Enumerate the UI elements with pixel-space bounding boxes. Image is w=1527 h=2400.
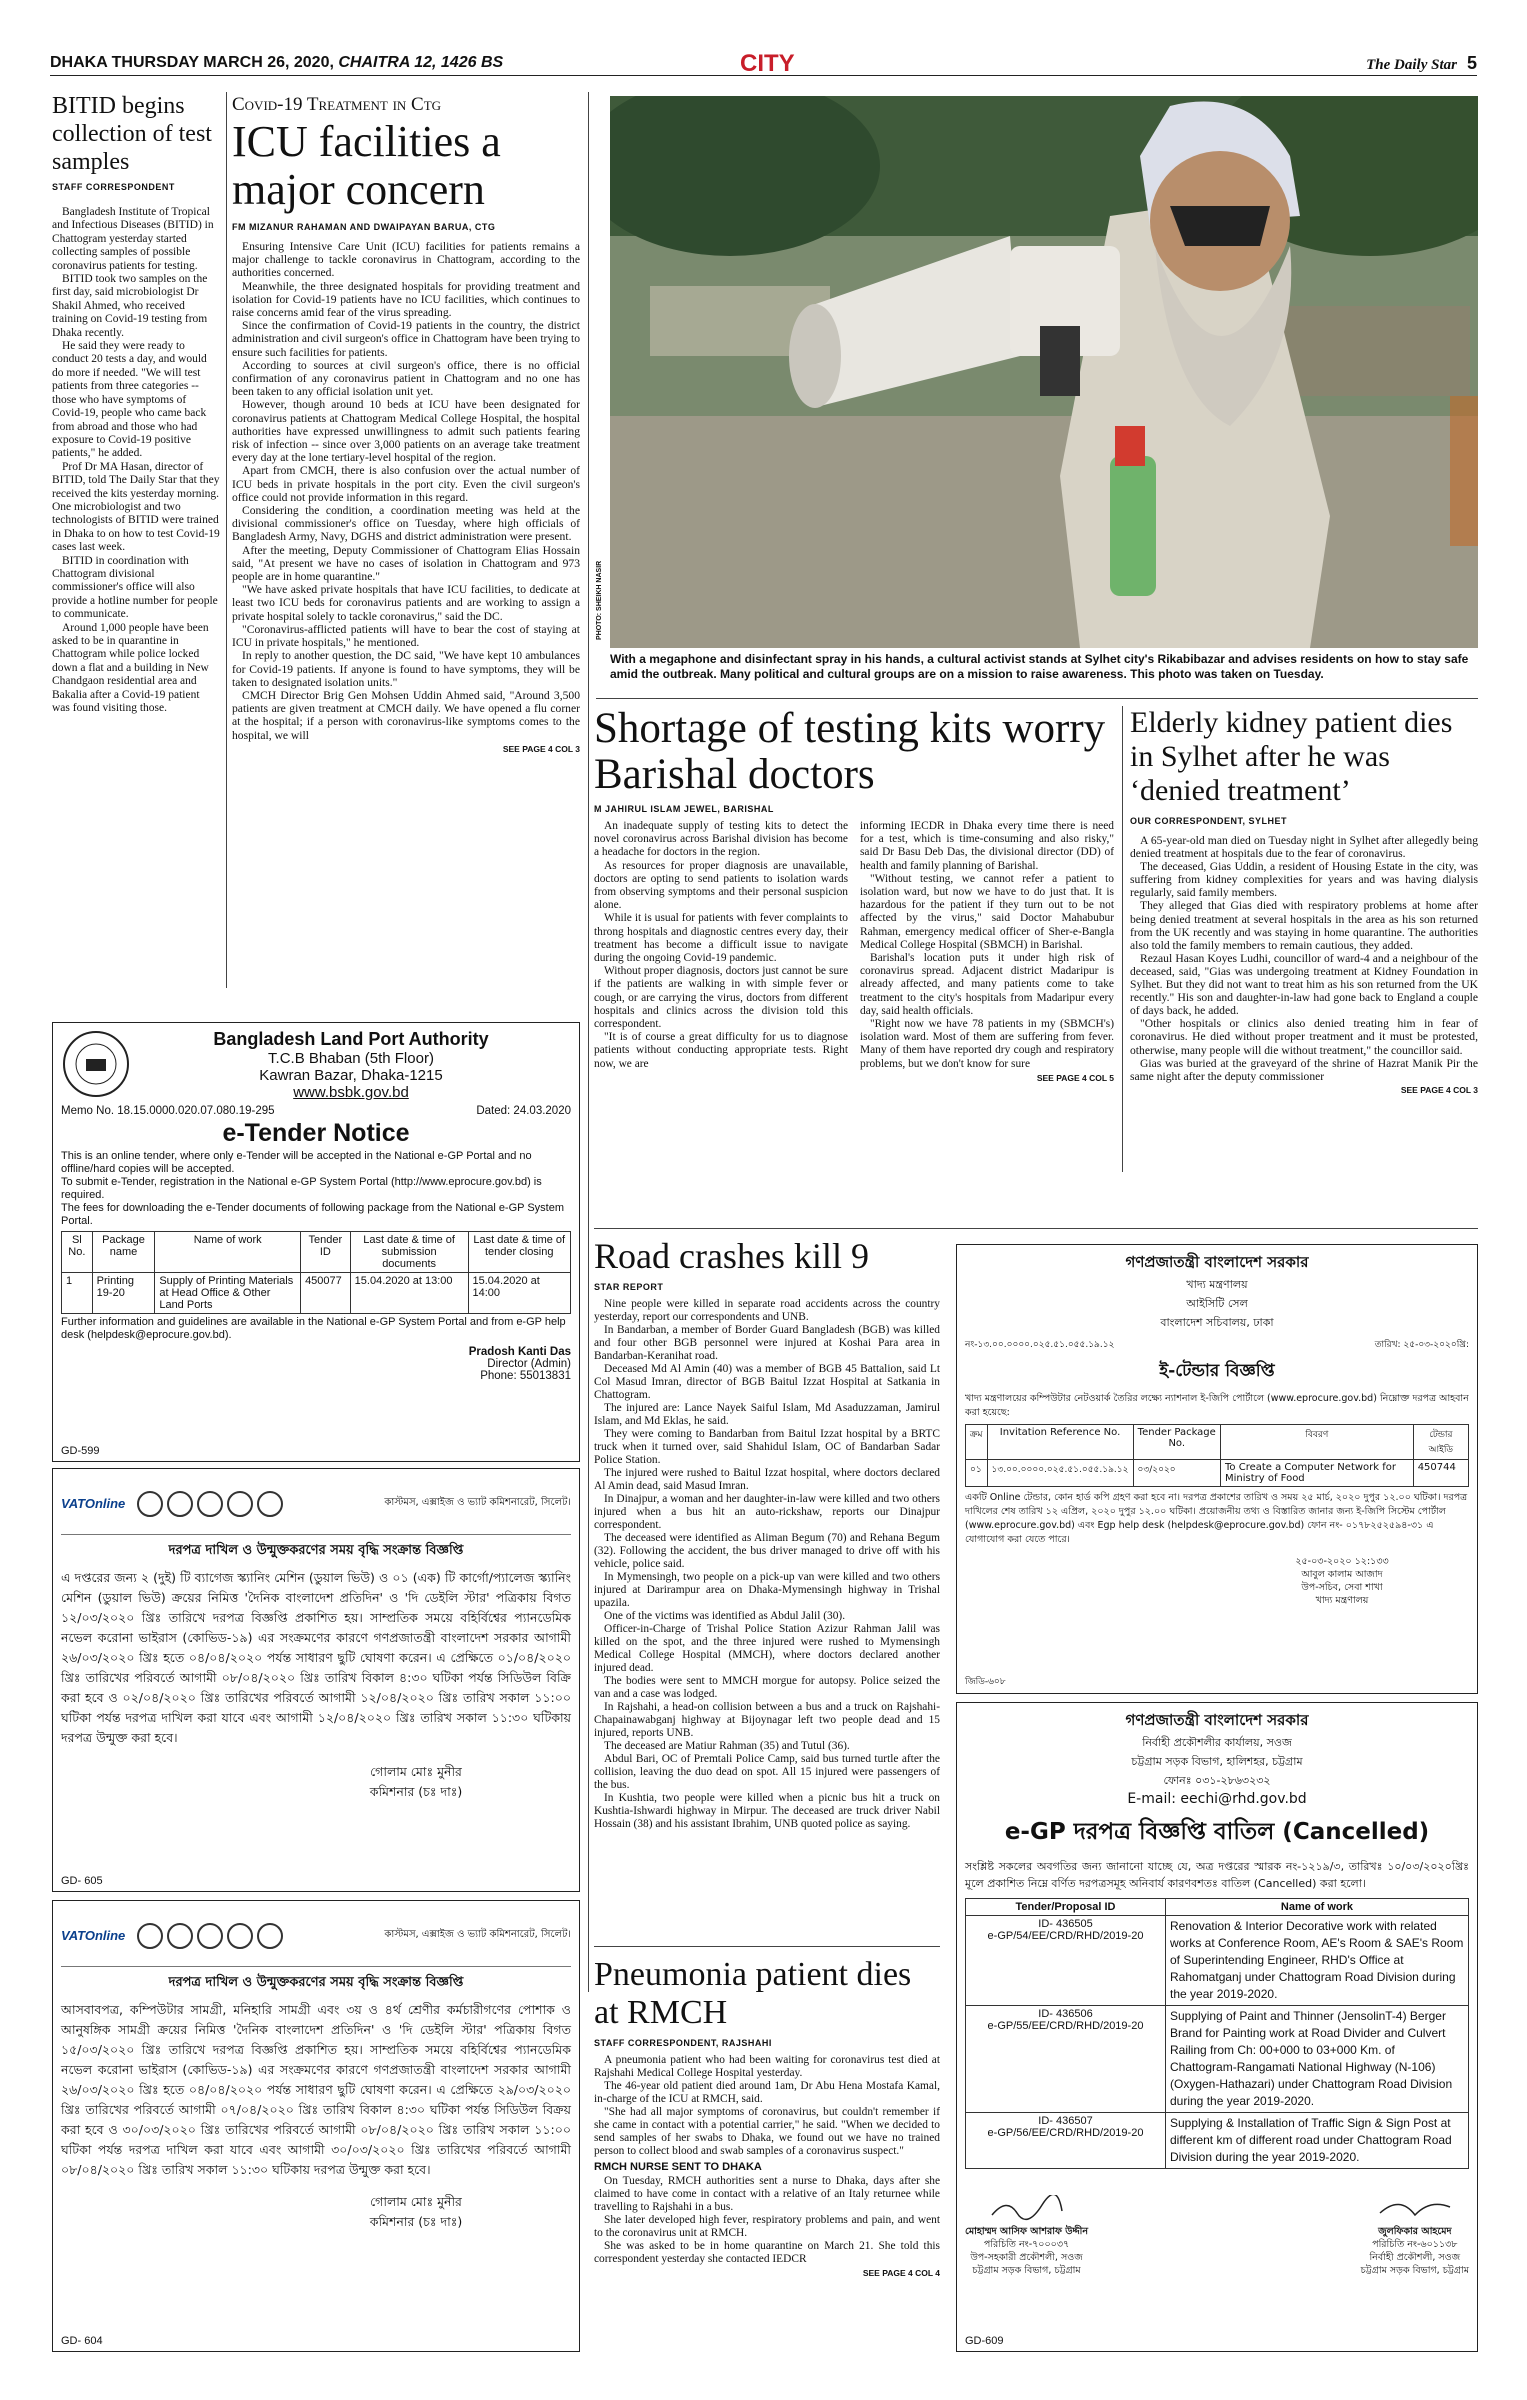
signature-icon (1375, 2195, 1455, 2221)
notice-text: To submit e-Tender, registration in the National e-GP System Portal (http://www.eprocure.gov.bd) is required. (61, 1176, 542, 1201)
article-icu (232, 94, 580, 990)
signature-block-1: মোহাম্মদ আসিফ আশরাফ উদ্দীন পরিচিতি নং-৭০০০৩৭ উপ-সহকারী প্রকৌশলী, সওজ চট্টগ্রাম সড়ক বিভাগ, চট্টগ্রাম (965, 2195, 1088, 2277)
signatory-role: কমিশনার (চঃ দাঃ) (369, 1784, 463, 1799)
paper-logo: The Daily Star 5 (1366, 53, 1477, 73)
division: চট্টগ্রাম সড়ক বিভাগ, হালিশহর, চট্টগ্রাম (1131, 1755, 1303, 1768)
article-body-col1: An inadequate supply of testing kits to detect the novel coronavirus across Barishal division has become a headache for doctors in the region. As resources for proper diagnosis are unavailable, doctors are opting to send patients to isolation wards from observing symptoms and their personal suspicion alone. While it is usual for patients with fever complaints to throng hospitals and diagnostic centres every day, their treatment has become a difficult issue to navigate during the ongoing Covid-19 pandemic. Without proper diagnosis, doctors just cannot be sure if the patients are walking in with simple fever or cough, or are carrying the virus, doctors from different hospitals and clinics across the division told this correspondent. "It is of course a great difficulty for us to diagnose patients without conducting appropriate tests. Right now, we are (594, 820, 848, 1070)
article-body: A 65-year-old man died on Tuesday night in Sylhet after allegedly being denied treatment at hospitals due to the fear of coronavirus. The deceased, Gias Uddin, a resident of Housing Estate in the city, was suffering from kidney complexities for years and was having dialysis regularly, said family members. They alleged that Gias died with respiratory problems at home after being denied treatment at several hospitals in the area as his son returned from the UK recently and was staying in home quarantine. The authorities also told the family members to remain cautious, they added. Rezaul Hasan Koyes Ludhi, councillor of ward-4 and a neighbour of the deceased, said, "Gias was undergoing treatment at Kidney Foundation in Sylhet. But they did not want to treat him as his son returned from the UK recently." His son and daughter-in-law had gone back to England a couple of days back, he added. "Other hospitals or clinics also denied treating him in fear of coronavirus. He died without proper treatment and it must be protested, otherwise, many people will die without treatment," the councillor said. Gias was buried at the graveyard of the shrine of Hazrat Manik Pir the same night after the deputy commissioner (1130, 834, 1478, 1083)
email: E-mail: eechi@rhd.gov.bd (1127, 1791, 1307, 1807)
signatory: গোলাম মোঃ মুনীর (370, 2194, 462, 2209)
table-row: 1 Printing 19-20 Supply of Printing Materials at Head Office & Other Land Ports 450077 15.04.2020 at 13:00 15.04.2020 at 14:00 (62, 1273, 571, 1314)
photo-caption: With a megaphone and disinfectant spray in his hands, a cultural activist stands at Sylhet city's Rikabibazar and advises residents on how to stay safe amid the outbreak. Many political and cultural groups are on a mission to raise awareness. This photo was taken on Tuesday. (610, 652, 1469, 681)
article-bitid (52, 92, 220, 992)
article-kidney (1130, 706, 1478, 1176)
ad-vat-sylhet-1 (52, 1468, 580, 1892)
signatory: আবুল কালাম আজাদ (1301, 1569, 1383, 1580)
notice-text: এ দপ্তরের জন্য ২ (দুই) টি ব্যাগেজ স্ক্যানিং মেশিন (ডুয়াল ভিউ) ও ০১ (এক) টি কার্গো/প্যালেজ স্ক্যানিং মেশিন (ডুয়াল ভিউ) ক্রয়ের নিমিত্ত 'দৈনিক বাংলাদেশ প্রতিদিন' ও 'দি ডেইলি স্টার' পত্রিকায় বিগত ১২/০৩/২০২০ খ্রিঃ তারিখে দরপত্র বিজ্ঞপ্তি প্রকাশিত হয়। সাম্প্রতিক সময়ে বহির্বিশ্বের প্যানডেমিক নভেল করোনা ভাইরাস (কোভিড-১৯) এর সংক্রমণের কারণে গণপ্রজাতন্ত্রী বাংলাদেশ সরকার আগামী ২৬/০৩/২০২০ খ্রিঃ হতে ০৪/০৪/২০২০ পর্যন্ত সাধারণ ছুটি ঘোষণা করেন। এ প্রেক্ষিতে ০১/০৪/২০২০ খ্রিঃ তারিখের পরিবর্তে আগামী ০৮/০৪/২০২০ খ্রিঃ তারিখ বিকাল ৪:৩০ ঘটিকা পর্যন্ত সিডিউল বিক্রি করা হবে ও ০২/০৪/২০২০ খ্রিঃ তারিখের পরিবর্তে আগামী ১২/০৪/২০২০ খ্রিঃ তারিখ সকাল ১১:০০ ঘটিকা পর্যন্ত দরপত্র দাখিল করা যাবে এবং আগামী ১২/০৪/২০২০ খ্রিঃ তারিখ সকাল ১১:৩০ ঘটিকায় দরপত্র উন্মুক্ত করা হবে। (61, 1570, 571, 1745)
byline: FM MIZANUR RAHAMAN AND DWAIPAYAN BARUA, CTG (232, 222, 496, 232)
notice-title: e-GP দরপত্র বিজ্ঞপ্তি বাতিল (Cancelled) (1004, 1819, 1430, 1845)
notice-text: একটি Online টেন্ডার, কোন হার্ড কপি গ্রহণ করা হবে না। দরপত্র প্রকাশের তারিখ ও সময় ২৫ মার্চ, ২০২০ দুপুর ১২.০০ ঘটিকা। দরপত্র দাখিলের শেষ তারিখ ১২ এপ্রিল, ২০২০ দুপুর ১২.০০ ঘটিকা। প্রয়োজনীয় তথ্য ও বিস্তারিত জানার জন্য ই-জিপি সিস্টেম পোর্টাল (www.eprocure.gov.bd) এবং Egp help desk (helpdesk@eprocure.gov.bd) ফোন নং- ০১৭৮২৫২৫৯৪-৩১ এ যোগাযোগ করা যেতে পারে। (965, 1492, 1468, 1545)
vat-online-logo: VATOnline (61, 1928, 126, 1943)
byline: M JAHIRUL ISLAM JEWEL, BARISHAL (594, 804, 774, 814)
signatory: Pradosh Kanti Das (468, 1346, 571, 1358)
gd-number: GD-599 (61, 1445, 100, 1457)
signatory: গোলাম মোঃ মুনীর (370, 1764, 462, 1779)
signature-block-2: জুলফিকার আহমেদ পরিচিতি নং-৬০১১৩৮ নির্বাহী প্রকৌশলী, সওজ চট্টগ্রাম সড়ক বিভাগ, চট্টগ্রাম (1361, 2195, 1469, 2277)
office-name: কাস্টমস, এক্সাইজ ও ভ্যাট কমিশনারেট, সিলেট। (384, 1497, 571, 1508)
gov-name: গণপ্রজাতন্ত্রী বাংলাদেশ সরকার (1125, 1253, 1309, 1271)
article-body: A pneumonia patient who had been waiting for coronavirus test died at Rajshahi Medical College Hospital yesterday. The 46-year old patient died around 1am, Dr Abu Hena Mostafa Kamal, in-charge of the ICU at RMCH, said. "She had all major symptoms of coronavirus, but couldn't remember if she came in contact with a potential carrier," he said. "When we decided to send samples of her swabs to Dhaka, we found out we have no trained person to collect blood and swab samples of a coronavirus suspect." RMCH NURSE SENT TO DHAKA On Tuesday, RMCH authorities sent a nurse to Dhaka, days after she claimed to have come in contact with a relative of an Italy returnee while travelling to Rajshahi in a bus. She later developed high fever, respiratory problems and pain, and went to the coronavirus unit at RMCH. She was asked to be in home quarantine on March 21. She told this correspondent yesterday she contacted IEDCR (594, 2054, 940, 2265)
ad-land-port-tender (52, 1022, 580, 1462)
notice-title: e-Tender Notice (222, 1119, 410, 1147)
ministry: খাদ্য মন্ত্রণালয় (1186, 1278, 1248, 1291)
notice-text: This is an online tender, where only e-Tender will be accepted in the National e-GP Portal and no offline/hard copies will be accepted. (61, 1150, 532, 1175)
cell: আইসিটি সেল (1186, 1297, 1248, 1310)
headline: Elderly kidney patient dies in Sylhet after he was ‘denied treatment’ (1130, 706, 1453, 807)
jump-line: SEE PAGE 4 COL 3 (502, 743, 580, 754)
tender-table: Sl No. Package name Name of work Tender ID Last date & time of submission documents Last date & time of tender closing 1 Printing 19-20 Supply of Printing Materials at Head Office & Other Land Ports 450077 15.04.2020 at 13:00 15.04.2020 at 14:00 (61, 1231, 571, 1314)
signatory-role: উপ-সচিব, সেবা শাখা (1301, 1582, 1383, 1593)
jump-line: SEE PAGE 4 COL 5 (1036, 1072, 1114, 1083)
signatory-org: খাদ্য মন্ত্রণালয় (1315, 1595, 1369, 1606)
byline: OUR CORRESPONDENT, SYLHET (1130, 816, 1288, 826)
ad-food-ministry-etender (956, 1244, 1478, 1694)
ad-rhd-cancelled (956, 1702, 1478, 2352)
article-road (594, 1236, 940, 1926)
article-body: Ensuring Intensive Care Unit (ICU) facilities for patients remains a major challenge to tackle coronavirus in Chattogram, according to the authorities concerned. Meanwhile, the three designated hospitals for providing treatment and isolation for Covid-19 patients have no ICU facilities, which continues to raise concerns amid fear of the virus spreading. Since the confirmation of Covid-19 patients in the country, the district administration and civil surgeon's office in Chattogram have been trying to ensure such facilities for patients. According to sources at civil surgeon's office, there is no official confirmation of any coronavirus patient in Chattogram and no one has been taken to any official isolation unit yet. However, though around 10 beds at ICU have been designated for coronavirus patients at Chattogram Medical College Hospital, the hospital authorities have expressed unwillingness to admit such patients fearing risk of infection -- since over 3,000 patients on an average take treatment every day at the lone tertiary-level hospital of the region. Apart from CMCH, there is also confusion over the actual number of ICU beds in private hospitals in the port city. Even the civil surgeon's office could not provide information in this regard. Considering the condition, a coordination meeting was held at the divisional commissioner's office on Tuesday, where high officials of Bangladesh Army, Navy, DGHS and district administration were present. After the meeting, Deputy Commissioner of Chattogram Elias Hossain said, "At present we have no cases of isolation in Chattogram and 973 people are in home quarantine." "We have asked private hospitals that have ICU facilities, to dedicate at least two ICU beds for coronavirus patients and are working to assign a private hospital solely to tackle coronavirus," said the DC. "Coronavirus-afflicted patients will have to bear the cost of staying at ICU in private hospitals," he mentioned. In reply to another question, the DC said, "We have kept 10 ambulances for Covid-19 patients. If anyone is found to have symptoms, they will be taken to designated isolation units." CMCH Director Brig Gen Mohsen Uddin Ahmed said, "Around 3,500 patients are given treatment at CMCH daily. We have opened a flu corner at the hospital; if a person with coronavirus-like symptoms comes to the hospital, we will (232, 240, 580, 742)
website: www.bsbk.gov.bd (293, 1084, 409, 1101)
article-body: Bangladesh Institute of Tropical and Infectious Diseases (BITID) in Chattogram yesterday started collecting samples of possible coronavirus patients for testing. BITID took two samples on the first day, said microbiologist Dr Shakil Ahmed, who received training on Covid-19 testing from Dhaka recently. He said they were ready to conduct 20 tests a day, and would do more if needed. "We will test patients from three categories -- those who have symptoms of Covid-19, people who came back from abroad and those who had exposure to Covid-19 positive patients," he added. Prof Dr MA Hasan, director of BITID, told The Daily Star that they received the kits yesterday morning. One microbiologist and two technologists of BITID were trained in Dhaka to on how to test Covid-19 cases last week. BITID in coordination with Chattogram divisional commissioner's office will also provide a hotline number for people to communicate. Around 1,000 people have been asked to be in quarantine in Chattogram while police locked down a flat and a building in New Chandgaon residential area and Bakalia after a Covid-19 patient was found visiting those. (52, 206, 220, 715)
masthead (50, 50, 1477, 76)
notice-text: The fees for downloading the e-Tender documents of following package from the National e-GP System Portal. (61, 1202, 565, 1227)
emblem-icon (61, 1029, 131, 1099)
notice-text: খাদ্য মন্ত্রণালয়ের কম্পিউটার নেটওয়ার্ক তৈরির লক্ষ্যে ন্যাশনাল ই-জিপি পোর্টালে (www.eprocure.gov.bd) নিম্নোক্ত দরপত্র আহবান করা হয়েছে: (965, 1393, 1469, 1418)
office-name: কাস্টমস, এক্সাইজ ও ভ্যাট কমিশনারেট, সিলেট। (384, 1929, 571, 1940)
org-name: Bangladesh Land Port Authority (213, 1029, 489, 1049)
gd-number: GD-609 (965, 2335, 1004, 2347)
office-name: নির্বাহী প্রকৌশলীর কার্যালয়, সওজ (1142, 1736, 1292, 1749)
news-photo (610, 96, 1478, 648)
gd-number: GD- 604 (61, 2335, 103, 2347)
article-body-col2: informing IECDR in Dhaka every time there is need for a test, which is time-consuming and also risky," said Dr Basu Deb Das, the divisional director (DD) of health and family planning of Barishal. "Without testing, we cannot refer a patient to isolation ward, but now we have to do just that. It is hazardous for the patient if they turn out to be not affected by the virus," said Doctor Mahabubur Rahman, emergency medical officer of Sher-e-Bangla Medical College Hospital (SBMCH) in Barishal. Barishal's location puts it under high risk of coronavirus spread. Adjacent district Madaripur is already affected, and many patients come to take treatment to the city's hospitals from Madaripur every day, said health officials. "Right now we have 78 patients in my (SBMCH's) isolation ward. Most of them are suffering from fever. Many of them have reported dry cough and respiratory problems, but we don't know for sure SEE PAGE 4 COL 5 (860, 820, 1114, 1083)
notice-text: Further information and guidelines are available in the National e-GP System Portal and from e-GP help desk (helpdesk@eprocure.gov.bd). (61, 1316, 566, 1341)
logo-strip (137, 1491, 283, 1517)
phone: Phone: 55013831 (480, 1370, 571, 1382)
jump-line: SEE PAGE 4 COL 3 (1400, 1084, 1478, 1095)
dated: Dated: 24.03.2020 (476, 1105, 571, 1117)
page-number: 5 (1466, 53, 1477, 73)
signature-icon (987, 2195, 1067, 2221)
notice-title: ই-টেন্ডার বিজ্ঞপ্তি (1159, 1361, 1275, 1381)
vat-online-logo: VATOnline (61, 1496, 126, 1511)
signatory-role: Director (Admin) (487, 1358, 571, 1370)
signatory-role: কমিশনার (চঃ দাঃ) (369, 2214, 463, 2229)
byline: STAR REPORT (594, 1282, 664, 1292)
gov-name: গণপ্রজাতন্ত্রী বাংলাদেশ সরকার (1125, 1711, 1309, 1729)
photo-illustration (610, 96, 1478, 648)
subhead: RMCH NURSE SENT TO DHAKA (594, 2161, 762, 2173)
article-barishal (594, 706, 1114, 1220)
memo-no: নং-১৩.০০.০০০০.০২৫.৫১.০৫৫.১৯.১২ (965, 1340, 1115, 1350)
table-row: ID- 436507 e-GP/56/EE/CRD/RHD/2019-20 Supplying & Installation of Traffic Sign & Sign Post at different km of different road under Chattogram Road Division during the year 2019-2020. (966, 2113, 1469, 2169)
section-name: CITY (740, 50, 795, 76)
headline: ICU facilities a major concern (232, 117, 501, 214)
article-body: Nine people were killed in separate road accidents across the country yesterday, report our correspondents and UNB. In Bandarban, a member of Border Guard Bangladesh (BGB) was killed and four other BGB personnel were injured at Koshai Para area in Bandarban-Keranihat road. Deceased Md Al Amin (40) was a member of BGB 45 Battalion, said Lt Col Masud Imran, director of BGB Baitul Izzat Hospital at Satkania in Chattogram. The injured are: Lance Nayek Saiful Islam, Md Asaduzzaman, Jamirul Islam, and Md Eklas, he said. They were coming to Bandarban from Baitul Izzat hospital by a BRTC truck when it turned over, said Shahidul Islam, OC of Bandarban Sadar Police Station. The injured were rushed to Baitul Izzat hospital, where doctors declared Al Amin dead, said Masud Imran. In Dinajpur, a woman and her daughter-in-law were killed and two others injured when a bus hit an auto-rickshaw, reports our Dinajpur correspondent. The deceased were identified as Aliman Begum (70) and Rehana Begum (32). Following the accident, the bus driver managed to drive off with his vehicle, police said. In Mymensingh, two people on a pick-up van were killed and two others injured at Darirampur area on Dhaka-Mymensingh highway in Trishal upazila. One of the victims was identified as Abdul Jalil (30). Officer-in-Charge of Trishal Police Station Azizur Rahman Jalil was killed on the spot, and the three injured were rushed to Mymensingh Medical College Hospital (MMCH), where doctors declared another injured dead. The bodies were sent to MMCH morgue for autopsy. Police seized the van and a case was lodged. In Rajshahi, a head-on collision between a bus and a truck on Rajshahi-Chapainawabganj highway at Bijoynagar left two people dead and 15 injured, reports UNB. The deceased are Matiur Rahman (35) and Tutul (36). Abdul Bari, OC of Premtali Police Camp, said bus turned turtle after the collision, leaving the duo dead on spot. All 15 injured were passengers of the bus. In Kushtia, two people were killed when a picnic bus hit a truck on Kushtia-Ishwardi highway in Mirpur. The deceased are truck driver Nabil Hossain (38) and his assistant Ibrahim, UNB quoted police as saying. (594, 1298, 940, 1830)
dateline: DHAKA THURSDAY MARCH 26, 2020, CHAITRA 12, 1426 BS (50, 54, 504, 71)
photo-credit: PHOTO: SHEIKH NASIR (596, 560, 603, 640)
address-line: Kawran Bazar, Dhaka-1215 (259, 1067, 443, 1084)
kicker: Covid-19 Treatment in Ctg (232, 94, 442, 115)
table-row: ০১ ১৩.০০.০০০০.০২৫.৫১.০৫৫.১৯.১২ ০৩/২০২০ To Create a Computer Network for Ministry of Food 450744 (966, 1460, 1469, 1487)
memo-no: Memo No. 18.15.0000.020.07.080.19-295 (61, 1105, 275, 1117)
notice-title: দরপত্র দাখিল ও উন্মুক্তকরণের সময় বৃদ্ধি সংক্রান্ত বিজ্ঞপ্তি (168, 1975, 464, 1990)
jump-line: SEE PAGE 4 COL 4 (862, 2268, 940, 2278)
secretariat: বাংলাদেশ সচিবালয়, ঢাকা (1160, 1316, 1274, 1329)
ad-vat-sylhet-2 (52, 1900, 580, 2352)
tender-table: ক্রম Invitation Reference No. Tender Package No. বিবরণ টেন্ডার আইডি ০১ ১৩.০০.০০০০.০২৫.৫১.০৫৫.১৯.১২ ০৩/২০২০ To Create a Computer Network for Ministry of Food 450744 (965, 1424, 1469, 1487)
table-row: ID- 436506 e-GP/55/EE/CRD/RHD/2019-20 Supplying of Paint and Thinner (JensolinT-4) Berger Brand for Painting work at Road Divider and Culvert Railing from Ch: 00+000 to 03+000 Km. of Chattogram-Rangamati National Highway (N-106) (Oxygen-Hathazari) under Chattogram Road Division during the year 2019-2020. (966, 2006, 1469, 2113)
notice-title: দরপত্র দাখিল ও উন্মুক্তকরণের সময় বৃদ্ধি সংক্রান্ত বিজ্ঞপ্তি (168, 1543, 464, 1558)
table-row: ID- 436505 e-GP/54/EE/CRD/RHD/2019-20 Renovation & Interior Decorative work with related works at Conference Room, AE's Room & SAE's Room of Superintending Engineer, RHD's Office at Rahomatganj under Chattogram Road Division during the year 2019-2020. (966, 1916, 1469, 2006)
gd-number: GD- 605 (61, 1875, 103, 1887)
headline: Road crashes kill 9 (594, 1236, 869, 1276)
notice-text: সংশ্লিষ্ট সকলের অবগতির জন্য জানানো যাচ্ছে যে, অত্র দপ্তরের স্মারক নং-১২১৯/৩, তারিখঃ ১০/০৩/২০২০খ্রিঃ মূলে প্রকাশিত নিম্নে বর্ণিত দরপত্রসমূহ অনিবার্য কারণবশতঃ বাতিল (Cancelled) করা হলো। (965, 1860, 1469, 1890)
headline: Pneumonia patient dies at RMCH (594, 1956, 912, 2031)
cancelled-tender-table: Tender/Proposal ID Name of work ID- 436505 e-GP/54/EE/CRD/RHD/2019-20 Renovation & Interior Decorative work with related works at Conference Room, AE's Room & SAE's Room of Superintending Engineer, RHD's Office at Rahomatganj under Chattogram Road Division during the year 2019-2020. ID- 436506 e-GP/55/EE/CRD/RHD/2019-20 Supplying of Paint and Thinner (JensolinT-4) Berger Brand for Painting work at Road Divider and Culvert Railing from Ch: 00+000 to 03+000 Km. of Chattogram-Rangamati National Highway (N-106) (Oxygen-Hathazari) under Chattogram Road Division during the year 2019-2020. ID- 436507 e-GP/56/EE/CRD/RHD/2019-20 Supplying & Installation of Traffic Sign & Sign Post at different km of different road under Chattogram Road Division during the year 2019-2020. (965, 1898, 1469, 2169)
gd-number: জিডি-৬০৮ (965, 1677, 1006, 1687)
headline: Shortage of testing kits worry Barishal doctors (594, 706, 1106, 798)
sign-date: ২৫-০৩-২০২০ ১২:১৩৩ (1295, 1556, 1389, 1567)
notice-text: আসবাবপত্র, কম্পিউটার সামগ্রী, মনিহারি সামগ্রী এবং ৩য় ও ৪র্থ শ্রেণীর কর্মচারীগণের পোশাক ও আনুষঙ্গিক সামগ্রী ক্রয়ের নিমিত্ত 'দৈনিক বাংলাদেশ প্রতিদিন' ও 'দি ডেইলি স্টার' পত্রিকায় বিগত ১৫/০৩/২০২০ খ্রিঃ তারিখে দরপত্র বিজ্ঞপ্তি প্রকাশিত হয়। সাম্প্রতিক সময়ে বহির্বিশ্বের প্যানডেমিক নভেল করোনা ভাইরাস (কোভিড-১৯) এর সংক্রমণের কারণে গণপ্রজাতন্ত্রী বাংলাদেশ সরকার আগামী ২৬/০৩/২০২০ খ্রিঃ হতে ০৪/০৪/২০২০ পর্যন্ত সাধারণ ছুটি ঘোষণা করেন। এ প্রেক্ষিতে ২৯/০৩/২০২০ খ্রিঃ তারিখের পরিবর্তে আগামী ০৭/০৪/২০২০ খ্রিঃ তারিখ বিকাল ৪:৩০ ঘটিকা পর্যন্ত সিডিউল বিক্রয় করা হবে ও ৩০/০৩/২০২০ খ্রিঃ তারিখের পরিবর্তে আগামী ০৮/০৪/২০২০ খ্রিঃ তারিখ সকাল ১১:০০ ঘটিকা পর্যন্ত দরপত্র দাখিল করা যাবে এবং আগামী ৩০/০৩/২০২০ খ্রিঃ তারিখের পরিবর্তে আগামী ০৮/০৪/২০২০ খ্রিঃ তারিখ সকাল ১১:৩০ ঘটিকায় দরপত্র উন্মুক্ত করা হবে। (61, 2002, 571, 2177)
headline: BITID begins collection of test samples (52, 93, 212, 175)
article-rmch (594, 1956, 940, 2352)
logo-strip (137, 1923, 283, 1949)
address-line: T.C.B Bhaban (5th Floor) (268, 1050, 434, 1067)
dated: তারিখ: ২৫-০৩-২০২০খ্রি: (1374, 1340, 1469, 1350)
byline: STAFF CORRESPONDENT (52, 182, 175, 192)
phone: ফোনঃ ০৩১-২৮৬৩২৩২ (1163, 1774, 1271, 1787)
byline: STAFF CORRESPONDENT, RAJSHAHI (594, 2038, 772, 2048)
